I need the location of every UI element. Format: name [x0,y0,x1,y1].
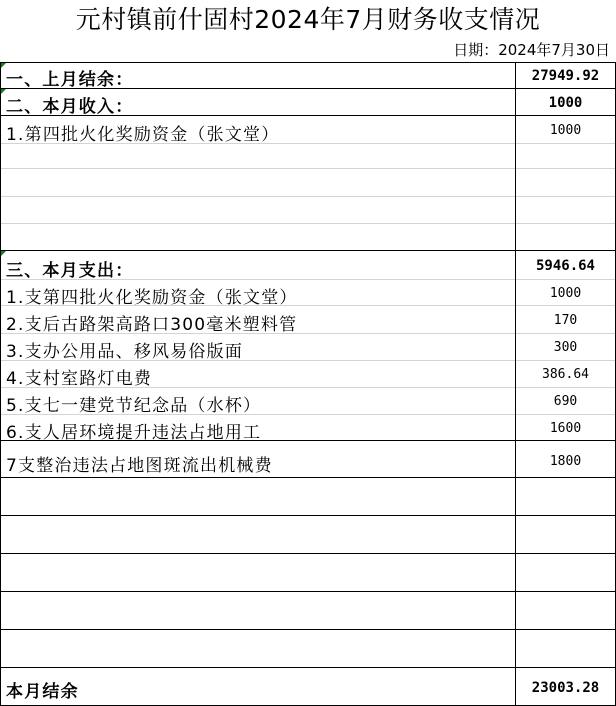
expense-header-label: 三、本月支出： [6,261,134,281]
row-divider [0,667,616,668]
row-divider [0,515,616,516]
expense-item-label: 6.支人居环境提升违法占地用工 [6,423,262,443]
income-header-label: 二、本月收入： [6,97,134,117]
expense-item-value: 1800 [549,454,582,469]
month-balance-label: 本月结余 [6,682,79,702]
prev-balance-value: 27949.92 [531,68,600,84]
row-divider [0,196,616,197]
expense-item-label: 2.支后古路架高路口300毫米塑料管 [6,315,298,335]
prev-balance-label: 一、上月结余： [6,70,134,90]
income-item-value: 1000 [549,123,582,138]
page-title: 元村镇前什固村2024年7月财务收支情况 [75,5,541,34]
expense-item-label: 3.支办公用品、移风易俗版面 [6,342,244,362]
expense-item-value: 690 [553,394,578,409]
expense-item-label: 4.支村室路灯电费 [6,369,153,389]
income-item-label: 1.第四批火化奖励资金（张文堂） [6,125,280,145]
row-divider [0,553,616,554]
expense-item-value: 1000 [549,286,582,301]
expense-item-value: 1600 [549,421,582,436]
expense-item-value: 300 [553,340,578,355]
row-divider [0,591,616,592]
income-header-value: 1000 [548,95,583,111]
expense-item-label: 1.支第四批火化奖励资金（张文堂） [6,288,298,308]
row-divider [0,168,616,169]
row-divider [0,223,616,224]
expense-item-label: 7支整治违法占地图斑流出机械费 [6,456,273,476]
expense-item-value: 386.64 [542,367,589,382]
expense-item-label: 5.支七一建党节纪念品（水杯） [6,396,262,416]
report-date: 日期：2024年7月30日 [453,41,610,59]
column-divider [515,62,516,706]
month-balance-value: 23003.28 [531,680,600,696]
table-top-border [0,62,616,63]
row-divider [0,477,616,478]
row-divider [0,250,616,251]
expense-header-value: 5946.64 [535,258,595,274]
table-left-border [0,62,1,706]
row-divider [0,629,616,630]
expense-item-value: 170 [553,313,578,328]
